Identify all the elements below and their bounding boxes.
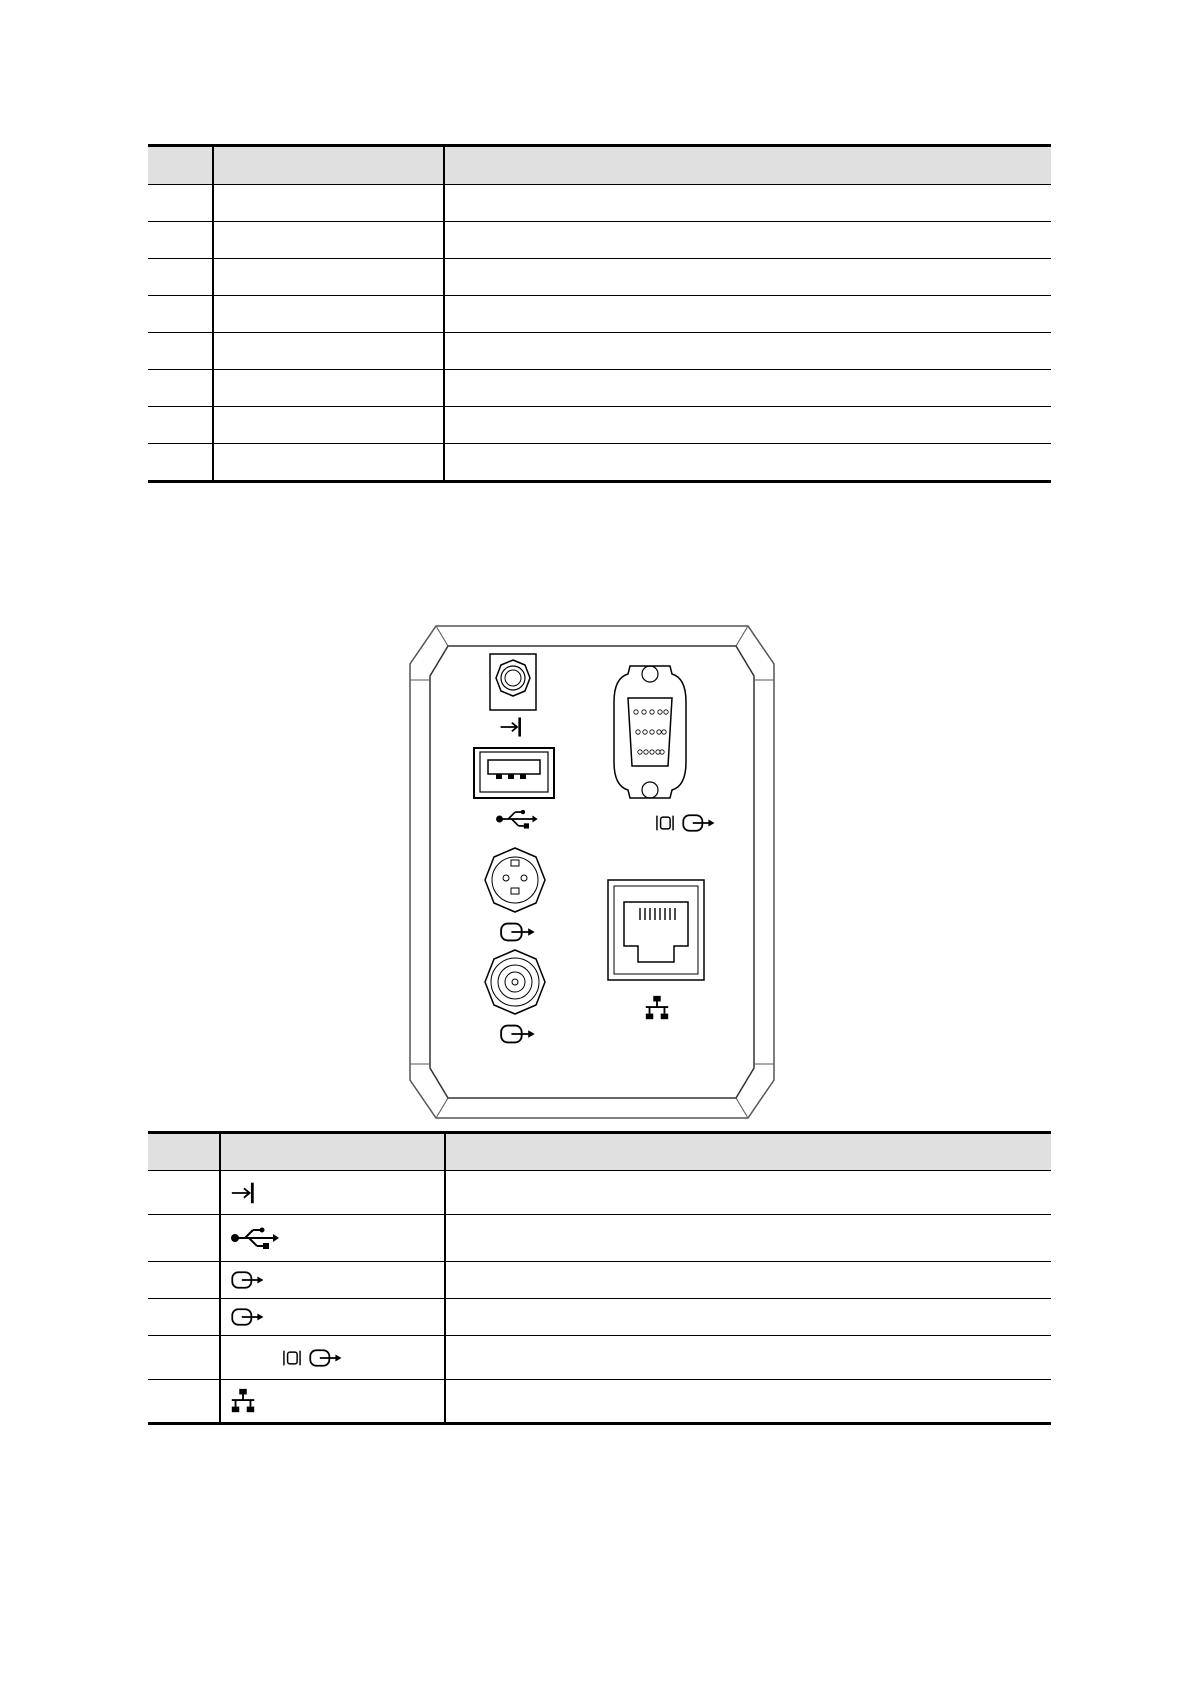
table-cell: [445, 1299, 1051, 1336]
table-cell: [445, 1336, 1051, 1380]
vga-out-icon: [683, 815, 714, 831]
table-row: [148, 1336, 1051, 1380]
table-header-row: [148, 1133, 1051, 1171]
table-cell: [148, 1262, 220, 1299]
table-cell: [445, 1171, 1051, 1215]
table-cell-symbol: [220, 1171, 445, 1215]
table-cell: [148, 333, 213, 370]
table-cell: [213, 222, 444, 259]
video-out-icon: [229, 1304, 265, 1330]
header-cell-function: [445, 1133, 1051, 1171]
video-bnc-port: [485, 950, 545, 1042]
header-cell-symbol: [220, 1133, 445, 1171]
table-cell: [445, 1215, 1051, 1262]
table-row: [148, 1299, 1051, 1336]
table-row: [148, 1171, 1051, 1215]
usb-icon: [496, 810, 538, 829]
table-row: [148, 1380, 1051, 1424]
usb-port: [474, 748, 554, 829]
svideo-out-icon: [229, 1267, 265, 1293]
header-cell-number: [148, 146, 213, 185]
header-cell-function: [444, 146, 1051, 185]
table-cell: [148, 1380, 220, 1424]
network-port: [608, 880, 704, 1019]
table-cell-symbol: [220, 1299, 445, 1336]
table-cell: [148, 185, 213, 222]
foot-switch-icon: [501, 717, 520, 736]
table-cell: [148, 296, 213, 333]
monitor-icon: [281, 1347, 303, 1369]
usb-icon: [229, 1223, 279, 1253]
table-row: [148, 222, 1051, 259]
table-row: [148, 1262, 1051, 1299]
table-row: [148, 407, 1051, 444]
table-cell-symbol: [220, 1336, 445, 1380]
table-cell: [444, 185, 1051, 222]
header-cell-name: [213, 146, 444, 185]
table-header-row: [148, 146, 1051, 185]
table-cell: [444, 222, 1051, 259]
table-row: [148, 1215, 1051, 1262]
panel-outer-frame: [410, 626, 774, 1118]
header-cell-number: [148, 1133, 220, 1171]
table-cell: [445, 1262, 1051, 1299]
foot-switch-icon: [229, 1179, 257, 1207]
table-cell: [148, 1336, 220, 1380]
connector-table-2: [148, 1131, 1051, 1425]
table-cell: [148, 370, 213, 407]
video-out-icon: [501, 1026, 535, 1043]
table-cell-symbol: [220, 1215, 445, 1262]
table-cell: [148, 222, 213, 259]
table-cell: [213, 407, 444, 444]
panel-inner-frame: [430, 646, 754, 1098]
table-cell: [213, 370, 444, 407]
rear-panel-diagram: [408, 622, 776, 1122]
monitor-icon: [657, 816, 673, 831]
table-cell: [213, 444, 444, 482]
svideo-out-icon: [501, 924, 535, 941]
table-cell: [148, 407, 213, 444]
table-cell: [148, 1299, 220, 1336]
network-icon: [229, 1387, 257, 1415]
connector-table-1: [148, 144, 1051, 483]
table-cell: [445, 1380, 1051, 1424]
table-row: [148, 370, 1051, 407]
table-cell-symbol: [220, 1380, 445, 1424]
table-cell: [148, 444, 213, 482]
vga-out-icon: [307, 1345, 343, 1371]
table-cell-symbol: [220, 1262, 445, 1299]
table-row: [148, 333, 1051, 370]
table-row: [148, 296, 1051, 333]
table-cell: [444, 259, 1051, 296]
table-row: [148, 444, 1051, 482]
table-cell: [213, 185, 444, 222]
table-cell: [444, 407, 1051, 444]
table-cell: [444, 444, 1051, 482]
table-cell: [213, 333, 444, 370]
table-row: [148, 185, 1051, 222]
network-icon: [646, 996, 668, 1019]
table-cell: [148, 259, 213, 296]
table-cell: [213, 296, 444, 333]
svideo-port: [485, 848, 545, 940]
table-cell: [444, 333, 1051, 370]
foot-switch-port: [490, 654, 536, 737]
table-row: [148, 259, 1051, 296]
table-cell: [444, 370, 1051, 407]
vga-port: [614, 666, 714, 831]
table-cell: [148, 1171, 220, 1215]
table-cell: [213, 259, 444, 296]
table-cell: [148, 1215, 220, 1262]
table-cell: [444, 296, 1051, 333]
